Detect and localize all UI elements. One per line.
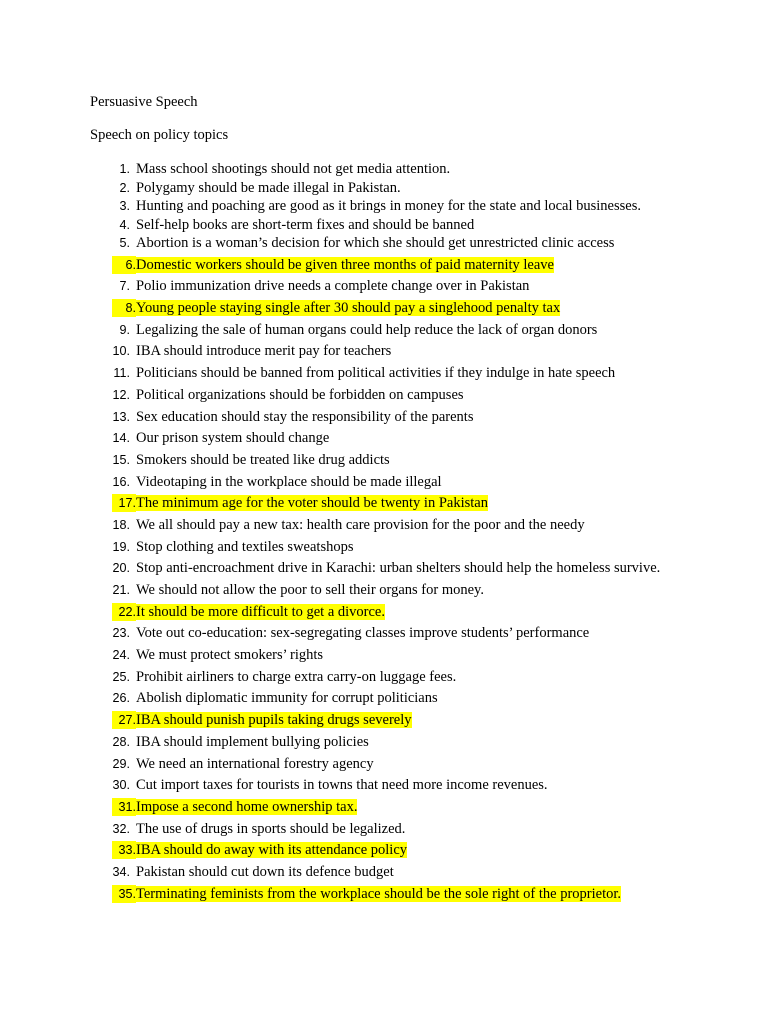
list-item-text: Stop anti-encroachment drive in Karachi: urban shelters should help the homeless survive. (136, 560, 661, 577)
list-item-number: 33. (112, 841, 136, 859)
list-item-text: It should be more difficult to get a divorce. (136, 603, 385, 620)
list-item-text-wrap (136, 342, 676, 360)
list-item (0, 451, 768, 469)
list-item-text-wrap (136, 624, 676, 642)
list-item (0, 798, 768, 816)
list-item-text: Terminating feminists from the workplace should be the sole right of the proprietor. (136, 885, 622, 902)
list-item-text-wrap (136, 863, 676, 881)
list-item (0, 234, 768, 252)
list-item (0, 646, 768, 664)
list-item-text-wrap (136, 179, 676, 197)
list-item (0, 603, 768, 621)
list-item-text: We all should pay a new tax: health care provision for the poor and the needy (136, 516, 585, 533)
topic-list (0, 160, 768, 906)
list-item-text: Domestic workers should be given three months of paid maternity leave (136, 256, 554, 273)
list-item-number: 21. (112, 583, 130, 597)
list-item-text-wrap (136, 841, 676, 859)
list-item-text: Polio immunization drive needs a complete change over in Pakistan (136, 278, 530, 295)
list-item (0, 733, 768, 751)
list-item-text: Pakistan should cut down its defence budget (136, 863, 394, 880)
list-item-number: 30. (112, 778, 130, 793)
list-item-text: Hunting and poaching are good as it brings in money for the state and local businesses. (136, 198, 641, 214)
list-item-text: Politicians should be banned from political activities if they indulge in hate speech (136, 365, 616, 382)
list-item (0, 364, 768, 382)
list-item-text: Abolish diplomatic immunity for corrupt politicians (136, 690, 438, 707)
list-item-number: 9. (119, 322, 130, 337)
list-item (0, 473, 768, 491)
list-item-text-wrap (136, 689, 676, 707)
list-item (0, 863, 768, 881)
list-item (0, 408, 768, 426)
list-item-text-wrap (136, 711, 676, 729)
document-title: Persuasive Speech (90, 94, 198, 110)
list-item-text-wrap (136, 216, 676, 234)
list-item-number: 31. (112, 798, 136, 816)
list-item-number: 5. (119, 236, 130, 250)
list-item-text-wrap (136, 733, 676, 751)
list-item-text-wrap (136, 516, 676, 534)
list-item-number: 35. (112, 885, 136, 903)
list-item (0, 197, 768, 215)
list-item (0, 820, 768, 838)
list-item (0, 776, 768, 794)
list-item-text: Political organizations should be forbidden on campuses (136, 386, 464, 403)
list-item-number: 18. (112, 517, 130, 532)
list-item (0, 538, 768, 556)
list-item-number: 32. (112, 821, 130, 836)
list-item-text: Videotaping in the workplace should be made illegal (136, 473, 442, 490)
list-item-number: 27. (112, 711, 136, 729)
list-item-text-wrap (136, 256, 676, 274)
list-item-text-wrap (136, 885, 676, 903)
list-item-text-wrap (136, 197, 676, 215)
list-item-text-wrap (136, 538, 676, 556)
list-item-number: 4. (119, 217, 130, 232)
list-item-text-wrap (136, 646, 676, 664)
list-item-text: The minimum age for the voter should be twenty in Pakistan (136, 495, 488, 512)
document-subtitle: Speech on policy topics (90, 127, 229, 143)
list-item (0, 299, 768, 317)
list-item-text: We need an international forestry agency (136, 755, 374, 772)
list-item-text-wrap (136, 473, 676, 491)
list-item-text: IBA should implement bullying policies (136, 733, 369, 750)
list-item-number: 7. (119, 279, 130, 294)
list-item-text: We must protect smokers’ rights (136, 647, 324, 664)
list-item-text: IBA should introduce merit pay for teachers (136, 343, 392, 360)
list-item (0, 668, 768, 686)
list-item-number: 11. (113, 366, 130, 381)
list-item-number: 6. (112, 256, 136, 274)
list-item (0, 755, 768, 773)
list-item-text: Self-help books are short-term fixes and should be banned (136, 216, 475, 233)
list-item-text: Young people staying single after 30 should pay a singlehood penalty tax (136, 300, 561, 317)
list-item-text: The use of drugs in sports should be legalized. (136, 820, 406, 837)
list-item-number: 28. (112, 734, 130, 749)
list-item (0, 559, 768, 577)
list-item-number: 34. (112, 864, 130, 879)
list-item-text-wrap (136, 234, 676, 252)
list-item-number: 14. (112, 431, 130, 446)
list-item (0, 216, 768, 234)
list-item-number: 8. (112, 299, 136, 317)
list-item-text-wrap (136, 798, 676, 816)
list-item-text-wrap (136, 277, 676, 295)
list-item-text-wrap (136, 820, 676, 838)
list-item (0, 624, 768, 642)
list-item-number: 23. (112, 626, 130, 641)
list-item (0, 711, 768, 729)
list-item-text-wrap (136, 451, 676, 469)
list-item-number: 22. (112, 603, 136, 621)
list-item-number: 15. (112, 452, 130, 467)
list-item-number: 26. (112, 691, 130, 706)
list-item-text-wrap (136, 386, 676, 404)
list-item-text-wrap (136, 364, 676, 382)
list-item-number: 29. (112, 756, 130, 771)
list-item-text: Cut import taxes for tourists in towns that need more income revenues. (136, 777, 548, 794)
list-item-text: Polygamy should be made illegal in Pakistan. (136, 179, 401, 196)
list-item-text: Our prison system should change (136, 430, 330, 447)
list-item-text: Impose a second home ownership tax. (136, 798, 358, 815)
list-item-text-wrap (136, 299, 676, 317)
list-item (0, 841, 768, 859)
list-item-text: We should not allow the poor to sell their organs for money. (136, 582, 484, 598)
list-item (0, 386, 768, 404)
list-item-text-wrap (136, 581, 676, 599)
list-item-number: 13. (112, 409, 130, 424)
list-item (0, 342, 768, 360)
list-item-number: 17. (112, 494, 136, 512)
list-item-number: 20. (112, 561, 130, 576)
list-item-text: Sex education should stay the responsibility of the parents (136, 408, 474, 425)
list-item (0, 516, 768, 534)
list-item-number: 2. (119, 180, 130, 195)
list-item-text: Prohibit airliners to charge extra carry-on luggage fees. (136, 668, 457, 685)
list-item-number: 16. (112, 474, 130, 489)
list-item-text: IBA should do away with its attendance policy (136, 842, 408, 859)
list-item-number: 24. (112, 648, 130, 663)
list-item-text: Legalizing the sale of human organs could help reduce the lack of organ donors (136, 321, 598, 338)
list-item-number: 10. (112, 344, 130, 359)
list-item (0, 179, 768, 197)
list-item-text-wrap (136, 160, 676, 178)
list-item (0, 277, 768, 295)
list-item (0, 321, 768, 339)
list-item-text-wrap (136, 755, 676, 773)
list-item-number: 1. (119, 162, 130, 176)
list-item (0, 581, 768, 599)
list-item-text: Abortion is a woman’s decision for which she should get unrestricted clinic access (136, 235, 615, 251)
list-item-text: IBA should punish pupils taking drugs severely (136, 712, 412, 729)
list-item-text-wrap (136, 668, 676, 686)
list-item-text-wrap (136, 408, 676, 426)
list-item (0, 429, 768, 447)
list-item (0, 160, 768, 178)
list-item (0, 256, 768, 274)
list-item (0, 494, 768, 512)
list-item-text: Smokers should be treated like drug addicts (136, 451, 390, 468)
list-item-text-wrap (136, 321, 676, 339)
list-item-text-wrap (136, 429, 676, 447)
list-item-text: Stop clothing and textiles sweatshops (136, 538, 354, 555)
list-item-number: 25. (112, 669, 130, 684)
list-item (0, 689, 768, 707)
list-item-number: 19. (112, 539, 130, 554)
list-item-text: Mass school shootings should not get media attention. (136, 161, 451, 177)
list-item-text: Vote out co-education: sex-segregating classes improve students’ performance (136, 625, 590, 642)
list-item (0, 885, 768, 903)
list-item-text-wrap (136, 559, 676, 577)
list-item-text-wrap (136, 603, 676, 621)
list-item-number: 12. (112, 387, 130, 402)
list-item-text-wrap (136, 494, 676, 512)
list-item-number: 3. (119, 199, 130, 213)
list-item-text-wrap (136, 776, 676, 794)
